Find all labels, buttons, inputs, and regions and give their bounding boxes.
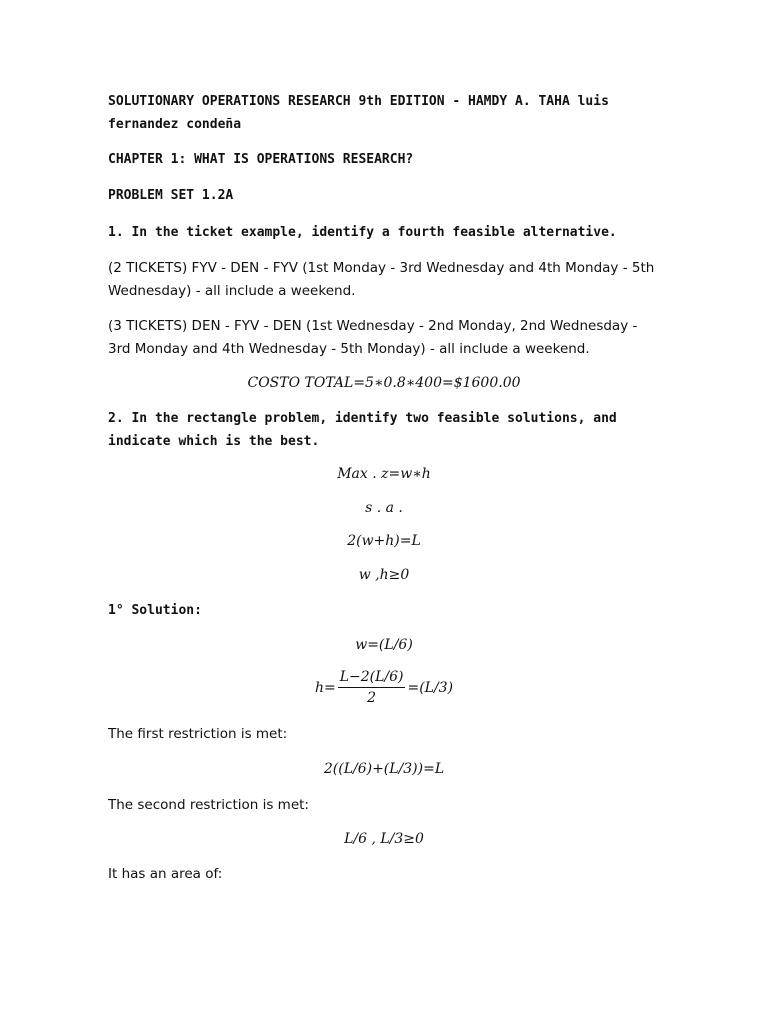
problem-set-heading: PROBLEM SET 1.2A bbox=[108, 188, 234, 203]
first-restriction-text: The first restriction is met: bbox=[108, 726, 288, 742]
answer-three-tickets: (3 TICKETS) DEN - FYV - DEN (1st Wednesday - 2nd Monday, 2nd Wednesday - 3rd Monday and 4th Wednesday - 5th Monday) - all include a weekend. bbox=[108, 318, 638, 357]
height-fraction-denominator: 2 bbox=[367, 690, 377, 706]
question-2: 2. In the rectangle problem, identify two feasible solutions, and indicate which is the best. bbox=[108, 411, 617, 449]
height-fraction bbox=[338, 668, 406, 707]
first-restriction-equation: 2((L/6)+(L/3))=L bbox=[323, 761, 445, 777]
second-restriction-equation: L/6 , L/3≥0 bbox=[344, 831, 424, 847]
total-cost-equation: COSTO TOTAL=5∗0.8∗400=$1600.00 bbox=[247, 375, 521, 391]
height-fraction-numerator: L−2(L/6) bbox=[338, 668, 406, 688]
objective-function: Max . z=w∗h bbox=[337, 466, 431, 482]
question-1: 1. In the ticket example, identify a fourth feasible alternative. bbox=[108, 225, 617, 240]
nonnegativity-constraint: w ,h≥0 bbox=[358, 567, 410, 583]
answer-two-tickets: (2 TICKETS) FYV - DEN - FYV (1st Monday - 3rd Wednesday and 4th Monday - 5th Wednesday) - all include a weekend. bbox=[108, 260, 655, 299]
area-text: It has an area of: bbox=[108, 866, 223, 882]
height-equation-lhs: h= bbox=[314, 679, 336, 696]
subject-to-label: s . a . bbox=[365, 500, 403, 516]
second-restriction-text: The second restriction is met: bbox=[108, 797, 309, 813]
document-title: SOLUTIONARY OPERATIONS RESEARCH 9th EDITION - HAMDY A. TAHA luis fernandez condeña bbox=[108, 94, 609, 132]
height-equation bbox=[0, 668, 768, 707]
width-equation: w=(L/6) bbox=[355, 637, 413, 653]
solution-1-label: 1° Solution: bbox=[108, 603, 202, 618]
perimeter-constraint: 2(w+h)=L bbox=[347, 533, 421, 549]
height-equation-rhs: =(L/3) bbox=[407, 679, 454, 696]
chapter-heading: CHAPTER 1: WHAT IS OPERATIONS RESEARCH? bbox=[108, 152, 414, 167]
